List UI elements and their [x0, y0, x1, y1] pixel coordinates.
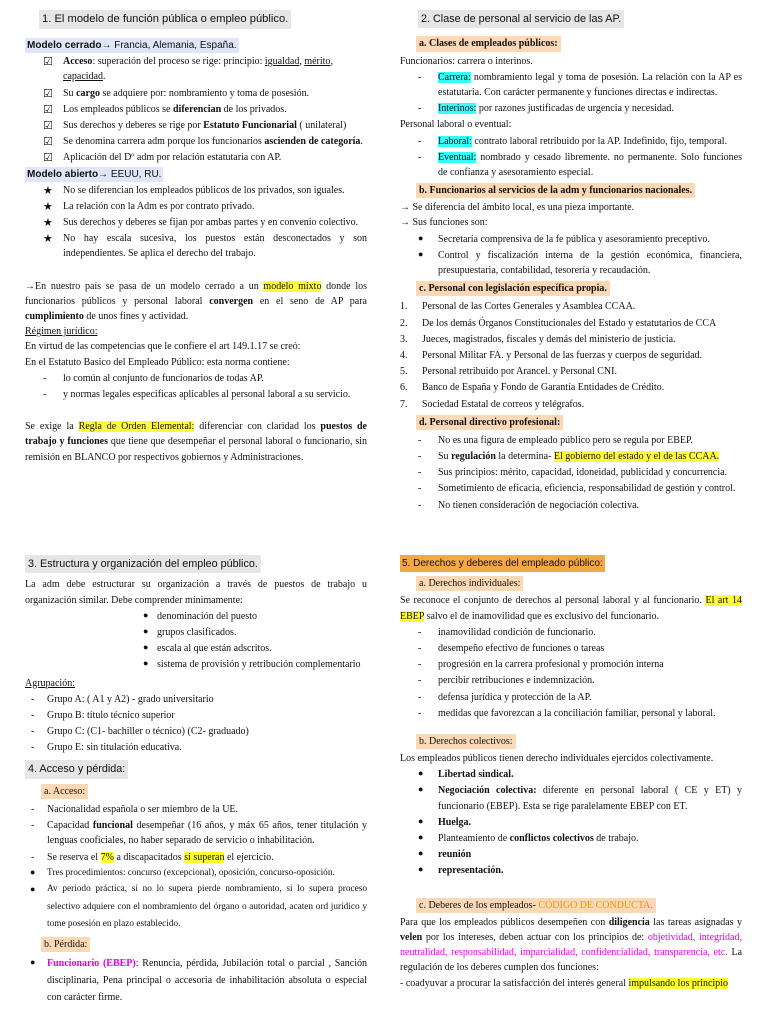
- list-item: ★ Sus derechos y deberes se fijan por ambas partes y en convenio colectivo.: [25, 215, 367, 230]
- legislacion-list: [400, 299, 742, 411]
- laboral-intro: Personal laboral o eventual:: [400, 119, 512, 131]
- list-item: ☑ Aplicación del Dº adm por relación estatutaria con AP.: [25, 150, 367, 165]
- list-item: - Laboral: contrato laboral retribuido por la AP. Indefinido, fijo, temporal.: [418, 135, 728, 147]
- star-icon: ★: [43, 217, 53, 230]
- bullet-icon: ●: [30, 866, 36, 877]
- bullet-icon: ●: [418, 784, 424, 795]
- list-item: - defensa jurídica y protección de la AP.: [418, 691, 592, 703]
- list-item: - Carrera: nombramiento legal y toma de posesión. La relación con la AP es estatutaria. Con carácter permanente y funciones directas e indirectas.: [418, 71, 742, 98]
- modelo-cerrado-list: [25, 54, 367, 165]
- deberes-paragraph: Para que los empleados públicos desempeñen con diligencia las tareas asignadas y velen por los intereses, deben actuar con los principios de: objetividad, integridad, neutralidad, responsabilidad, imparcialidad, confidencialidad, transparencia, etc. La regulación de los deberes cumplen dos funciones:: [400, 916, 743, 974]
- list-item: ● representación.: [418, 864, 504, 877]
- list-item: ● denominación del puesto: [143, 609, 257, 622]
- regla-orden-paragraph: Se exige la Regla de Orden Elemental: diferenciar con claridad los puestos de trabajo y funciones que tiene que desempeñar el personal laboral o funcionario, sin remisión en BLANCO por respectivos gobiernos y Administraciones.: [25, 421, 368, 463]
- list-item: ● Libertad sindical.: [418, 768, 514, 781]
- list-item: ★ La relación con la Adm es por contrato privado.: [25, 199, 367, 214]
- checkbox-icon: ☑: [43, 136, 53, 149]
- list-item: - percibir retribuciones e indemnización.: [418, 675, 595, 687]
- funciones-list: [400, 232, 742, 279]
- subsection-b-title: b. Funcionarios al servicios de la adm y funcionarios nacionales.: [416, 183, 695, 198]
- list-item: 1. Personal de las Cortes Generales y Asamblea CCAA.: [400, 301, 636, 313]
- list-item: ● escala al que están adscritos.: [143, 642, 272, 655]
- section-2: [400, 10, 742, 514]
- derechos-colectivos-paragraph: Los empleados públicos tienen derecho individuales ejercidos colectivamente.: [400, 753, 714, 765]
- list-item: - progresión en la carrera profesional y promoción interna: [418, 659, 664, 671]
- list-item: - Se reserva el 7% a discapacitados si superan el ejercicio.: [31, 851, 274, 863]
- section-2-title: 2. Clase de personal al servicio de las AP.: [418, 10, 624, 28]
- derechos-individuales-list: [400, 625, 742, 721]
- list-item: - Grupo A: ( A1 y A2) - grado universitario: [31, 693, 214, 705]
- laboral-list: [400, 134, 742, 181]
- bullet-icon: ●: [143, 625, 149, 636]
- list-item: ☑ Los empleados públicos se diferencian de los privados.: [25, 102, 367, 117]
- bullet-icon: ●: [418, 232, 424, 243]
- subsection-c-title: c. Personal con legislación específica propia.: [416, 281, 610, 296]
- bullet-icon: ●: [143, 658, 149, 669]
- funcionarios-intro: Funcionarios: carrera o interinos.: [400, 55, 533, 67]
- list-item: ● Planteamiento de conflictos colectivos de trabajo.: [418, 832, 639, 844]
- directivo-list: [400, 433, 742, 513]
- section-3-title: 3. Estructura y organización del empleo público.: [25, 555, 261, 573]
- bullet-icon: ●: [418, 815, 424, 826]
- list-item: - lo común al conjunto de funcionarios de todas AP.: [43, 372, 264, 384]
- section-5: [400, 555, 742, 991]
- bullet-icon: ●: [30, 957, 36, 968]
- perdida-list: [25, 955, 367, 1006]
- list-item: - inamovilidad condición de funcionario.: [418, 626, 596, 638]
- list-item: - Sus principios: mérito, capacidad, idoneidad, publicidad y concurrencia.: [418, 467, 728, 479]
- checkbox-icon: ☑: [43, 152, 53, 165]
- star-icon: ★: [43, 184, 53, 197]
- list-item: ● Secretaría comprensiva de la fe pública y asesoramiento preceptivo.: [418, 232, 710, 245]
- list-item: ● Funcionario (EBEP): Renuncia, pérdida, Jubilación total o parcial , Sanción disciplinaria, Pena principal o accesoria de inhabilitación absoluta o especial con carácter firme.: [30, 957, 367, 1004]
- list-item: ● sistema de provisión y retribución complementario: [143, 658, 361, 671]
- bullet-icon: ●: [143, 642, 149, 653]
- list-item: - y normas legales específicas aplicables al personal laboral a su servicio.: [43, 388, 351, 400]
- list-item: ★ No se diferencian los empleados públicos de los privados, son iguales.: [25, 183, 367, 198]
- bullet-icon: ●: [418, 832, 424, 842]
- funciones-p2: → Sus funciones son:: [400, 217, 488, 229]
- section-1: [25, 10, 367, 465]
- list-item: - No tienen consideración de negociación colectiva.: [418, 499, 640, 511]
- list-item: ★ No hay escala sucesiva, los puestos están desconectados y son independientes. Se aplica el derecho del trabajo.: [43, 233, 367, 260]
- perdida-title: b. Pérdida:: [41, 937, 90, 952]
- section-3: [25, 555, 367, 1007]
- acceso-list: [25, 802, 367, 934]
- star-icon: ★: [43, 233, 53, 246]
- list-item: - Eventual: nombrado y cesado libremente. no permanente. Solo funciones de confianza y asesoramiento especial.: [418, 151, 742, 178]
- list-item: - Grupo E: sin titulación educativa.: [31, 742, 182, 754]
- regimen-heading: Régimen jurídico:: [25, 326, 98, 338]
- funcionarios-list: [400, 70, 742, 117]
- bullet-icon: ●: [418, 248, 424, 259]
- list-item: - Grupo B: título técnico superior: [31, 709, 175, 721]
- section-1-title: 1. El modelo de función pública o empleo público.: [39, 10, 291, 29]
- grupos-list: [25, 692, 367, 756]
- list-item: - Nacionalidad española o ser miembro de la UE.: [31, 804, 239, 816]
- list-item: 4. Personal Militar FA. y Personal de las fuerzas y cuerpos de seguridad.: [400, 349, 703, 361]
- list-item: ● Av periodo práctica, si no lo supera pierde nombramiento, si lo supera proceso selectivo adquiere con el nombramiento del órgano o autoridad, acaten ord jurídico y tome posesión en plazo establecido.: [25, 881, 367, 934]
- bullet-icon: ●: [418, 768, 424, 779]
- derechos-colectivos-list: [400, 767, 742, 878]
- bullet-icon: ●: [418, 864, 424, 875]
- list-item: ● reunión: [418, 848, 472, 861]
- list-item: - Sometimiento de eficacia, eficiencia, responsabilidad de gestión y control.: [418, 483, 736, 495]
- list-item: - Interinos: por razones justificadas de urgencia y necesidad.: [418, 103, 674, 115]
- deberes-item-1: - coadyuvar a procurar la satisfacción del interés general impulsando los principio: [400, 977, 728, 989]
- list-item: ☑ Se denomina carrera adm porque los funcionarios ascienden de categoría.: [25, 134, 367, 149]
- checkbox-icon: ☑: [43, 56, 53, 69]
- list-item: ● grupos clasificados.: [143, 625, 237, 638]
- star-icon: ★: [43, 200, 53, 213]
- derechos-individuales-paragraph: Se reconoce el conjunto de derechos al personal laboral y al funcionario. El art 14 EBEP salvo el de inamovilidad que es exclusivo del funcionario.: [400, 595, 742, 622]
- modelo-abierto-list: [25, 183, 367, 262]
- regimen-list: [25, 371, 367, 402]
- list-item: - No es una figura de empleado público pero se regula por EBEP.: [418, 434, 693, 446]
- regimen-paragraph-1: En virtud de las competencias que le confiere el art 149.1.17 se creó:: [25, 341, 301, 353]
- subsection-d-title: d. Personal directivo profesional:: [416, 415, 563, 430]
- derechos-individuales-title: a. Derechos individuales:: [416, 576, 523, 591]
- list-item: ☑ Acceso: superación del proceso se rige: principio: igualdad, mérito, capacidad.: [43, 56, 333, 83]
- list-item: - desempeño efectivo de funciones o tareas: [418, 642, 605, 654]
- funciones-p1: → Se diferencia del ámbito local, es una pieza importante.: [400, 202, 635, 214]
- checkbox-icon: ☑: [43, 119, 53, 132]
- agrupacion-heading: Agrupación:: [25, 677, 75, 689]
- list-item: ☑ Sus derechos y deberes se rige por Estatuto Funcionarial ( unilateral): [25, 118, 367, 133]
- list-item: - Capacidad funcional desempeñar (16 años, y máx 65 años, tener titulación y lenguas cooficiales, no haber separado de servicio o inhabilitación.: [31, 820, 368, 847]
- section-4-title: 4. Acceso y pérdida:: [25, 760, 128, 778]
- estructura-paragraph: La adm debe estructurar su organización a través de puestos de trabajo u organización similar. Debe comprender mínimamente:: [25, 579, 367, 606]
- bullet-icon: ●: [30, 883, 36, 894]
- modelo-mixto-paragraph: →En nuestro país se pasa de un modelo cerrado a un modelo mixto donde los funcionarios públicos y personal laboral convergen en el seno de AP para cumplimiento de unos fines y actividad.: [25, 280, 367, 323]
- list-item: ● Tres procedimientos: concurso (excepcional), oposición, concurso-oposición.: [30, 866, 335, 878]
- list-item: 3. Jueces, magistrados, fiscales y demás del ministerio de justicia.: [400, 333, 676, 345]
- list-item: 5. Personal retribuido por Arancel. y Personal CNI.: [400, 366, 617, 378]
- modelo-abierto-heading: Modelo abierto→ EEUU, RU.: [25, 167, 367, 182]
- list-item: 7. Sociedad Estatal de correos y telégrafos.: [400, 398, 585, 410]
- list-item: - medidas que favorezcan a la conciliación familiar, personal y laboral.: [418, 707, 716, 719]
- list-item: 6. Banco de España y Fondo de Garantía Entidades de Crédito.: [400, 382, 665, 394]
- deberes-title: c. Deberes de los empleados- CÓDIGO DE CONDUCTA.: [416, 898, 656, 913]
- checkbox-icon: ☑: [43, 103, 53, 116]
- derechos-colectivos-title: b. Derechos colectivos:: [416, 734, 516, 749]
- bullet-icon: ●: [143, 609, 149, 620]
- modelo-cerrado-heading: Modelo cerrado→ Francia, Alemania, España.: [25, 38, 367, 53]
- list-item: ● Negociación colectiva: diferente en personal laboral ( CE y ET) y funcionario (EBEP). Esta se rige paralelamente EBEP con ET.: [418, 784, 742, 812]
- bullet-icon: ●: [418, 848, 424, 859]
- list-item: - Su regulación la determina- El gobierno del estado y el de las CCAA.: [418, 451, 720, 463]
- acceso-title: a. Acceso:: [41, 784, 88, 799]
- subsection-a-title: a. Clases de empleados públicos:: [416, 36, 561, 51]
- checkbox-icon: ☑: [43, 87, 53, 100]
- estructura-list: [25, 609, 367, 673]
- list-item: ☑ Su cargo se adquiere por: nombramiento y toma de posesión.: [25, 86, 367, 101]
- list-item: 2. De los demás Órganos Constitucionales del Estado y estatutarios de CCA: [400, 317, 717, 329]
- regimen-paragraph-2: En el Estatuto Basico del Empleado Público: esta norma contiene:: [25, 356, 290, 368]
- list-item: ● Huelga.: [418, 815, 472, 828]
- list-item: - Grupo C: (C1- bachiller o técnico) (C2- graduado): [31, 726, 249, 738]
- list-item: ● Control y fiscalización interna de la gestión económica, financiera, presupuestaria, contabilidad, tesorería y recaudación.: [418, 248, 742, 277]
- section-5-title: 5. Derechos y deberes del empleado público:: [400, 555, 605, 572]
